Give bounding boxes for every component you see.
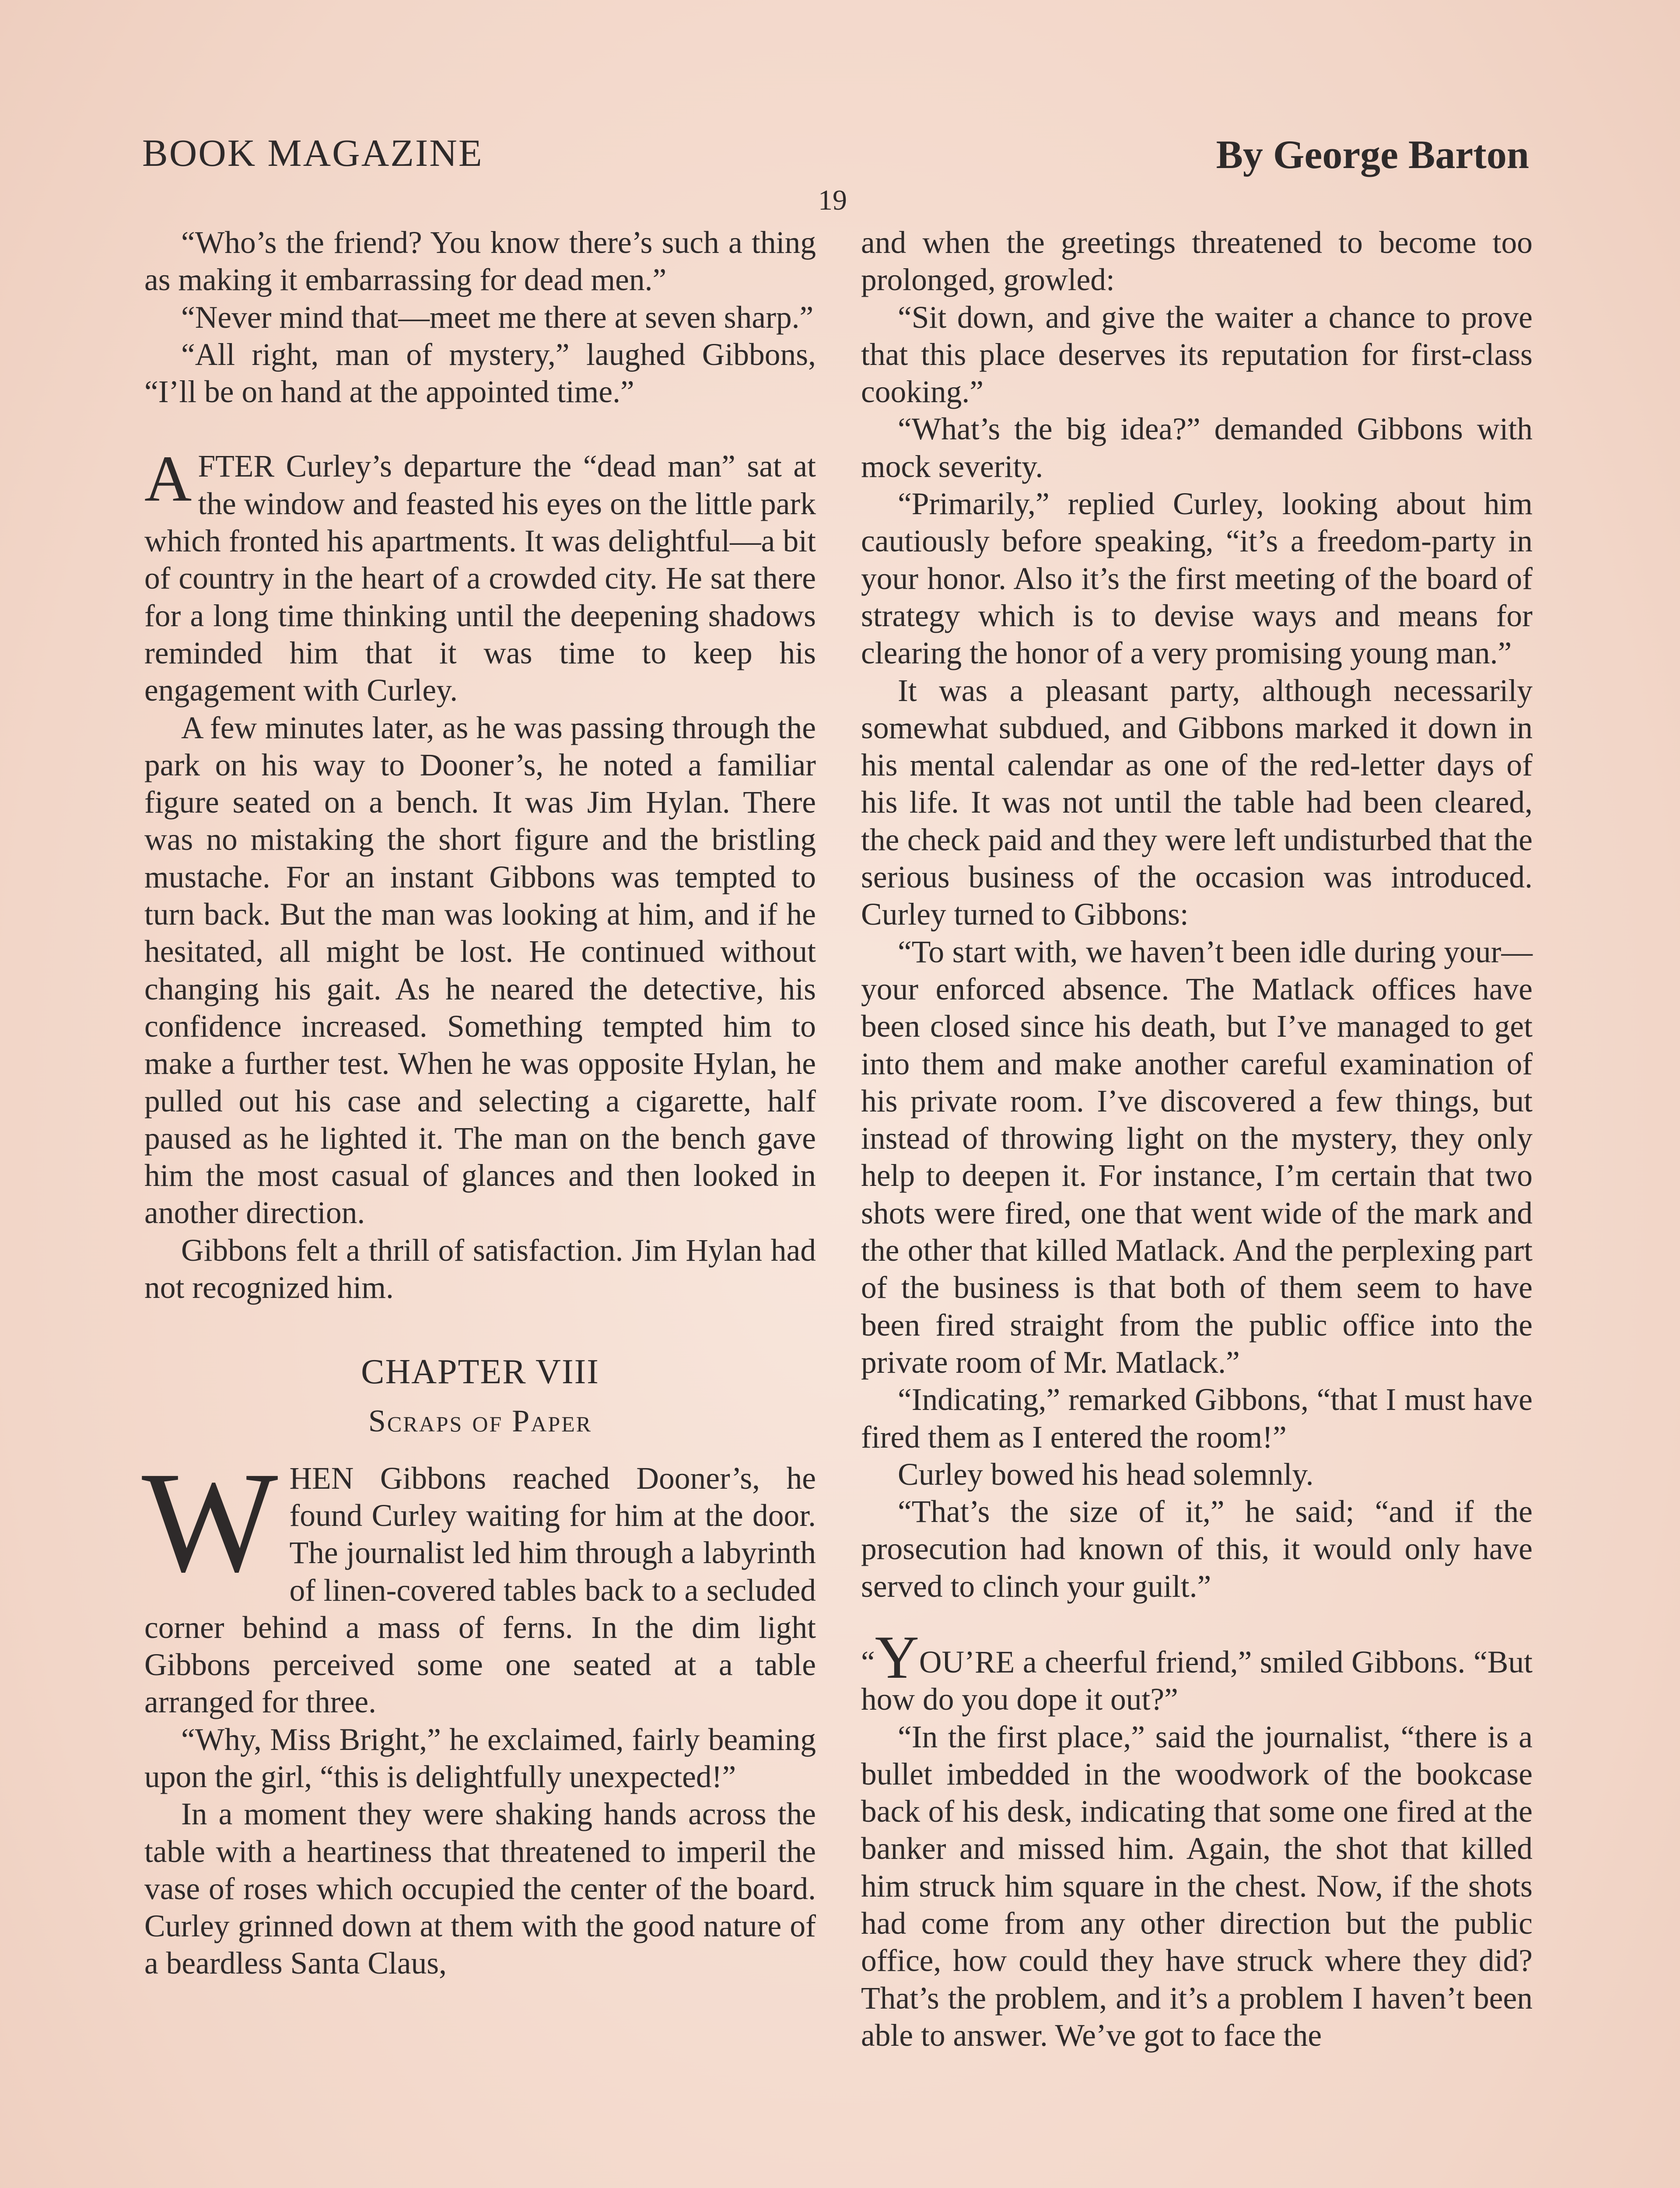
drop-cap: W [142,1442,278,1602]
paragraph: “Never mind that—meet me there at seven sharp.” [181,300,814,335]
paragraph: “To start with, we haven’t been idle during your—your enforced absence. The Matlack offices have been closed since his death, but I’ve managed to get into them and make another careful examination of his private room. I’ve discovered a few things, but instead of throwing light on the mystery, they only help to deepen it. For instance, I’m certain that two shots were fired, one that went wide of the mark and the other that killed Matlack. And the perplexing part of the business is that both of them seem to have been fired straight from the public office into the private room of Mr. Matlack.” [861,934,1533,1380]
right-column [861,224,1533,2054]
paragraph-text: a cheerful friend,” smiled Gibbons. “But how do you dope it out?” [861,1645,1533,1717]
paragraph: A few minutes later, as he was passing through the park on his way to Dooner’s, he noted a familiar figure seated on a bench. It was Jim Hylan. There was no mistaking the short figure and the bristling mustache. For an instant Gibbons was tempted to turn back. But the man was looking at him, and if he hesitated, all might be lost. He continued without changing his gait. As he neared the detective, his confidence increased. Something tempted him to make a further test. When he was opposite Hylan, he pulled out his case and selecting a cigarette, half paused as he lighted it. The man on the bench gave him the most casual of glances and then looked in another direction. [144,710,816,1231]
paragraph: “All right, man of mystery,” laughed Gibbons, “I’ll be on hand at the appointed time.” [144,337,816,410]
chapter-subtitle: Scraps of Paper [368,1403,592,1439]
paragraph: “Indicating,” remarked Gibbons, “that I must have fired them as I entered the room!” [861,1382,1533,1455]
page-number: 19 [818,184,847,216]
paragraph-text: Gibbons reached Dooner’s, he found Curley waiting for him at the door. The journalist led him through a labyrinth of linen-covered tables back to a secluded corner behind a mass of ferns. In the dim light Gibbons perceived some one seated at a table arranged for three. [144,1461,816,1720]
section-opening-paragraph [144,442,816,709]
paragraph: “Primarily,” replied Curley, looking about him cautiously before speaking, “it’s a freedom-party in your honor. Also it’s the first meeting of the board of strategy which is to devise ways and means for clearing the honor of a very promising young man.” [861,487,1533,671]
small-caps-lead: FTER [198,449,275,484]
magazine-title: BOOK MAGAZINE [142,132,483,175]
drop-cap: A [144,442,192,515]
paragraph: “What’s the big idea?” demanded Gibbons with mock severity. [861,412,1533,484]
author-byline: By George Barton [1216,132,1529,177]
paragraph-text: Curley’s departure the “dead man” sat at the window and feasted his eyes on the little park which fronted his apartments. It was delightful—a bit of country in the heart of a crowded city. He sat there for a long time thinking until the deepening shadows reminded him that it was time to keep his engagement with Curley. [144,449,816,708]
paragraph: “That’s the size of it,” he said; “and if the prosecution had known of this, it would only have served to clinch your guilt.” [861,1494,1533,1604]
left-column [144,224,816,1982]
chapter-opening-paragraph [142,1442,816,1721]
paragraph: “In the first place,” said the journalist, “there is a bullet imbedded in the woodwork of the bookcase back of his desk, indicating that some one fired at the banker and missed him. Again, the shot that killed him struck him square in the chest. Now, if the shots had come from any other direction but the public office, how could they have struck where they did? That’s the problem, and it’s a problem I haven’t been able to answer. We’ve got to face the [861,1719,1533,2053]
paragraph: Gibbons felt a thrill of satisfaction. Jim Hylan had not recognized him. [144,1233,816,1305]
paragraph: “Sit down, and give the waiter a chance to prove that this place deserves its reputation for first-class cooking.” [861,300,1533,410]
paragraph: “Why, Miss Bright,” he exclaimed, fairly beaming upon the girl, “this is delightfully unexpected!” [144,1722,816,1794]
paragraph: In a moment they were shaking hands across the table with a heartiness that threatened to imperil the vase of roses which occupied the center of the board. Curley grinned down at them with the good nature of a beardless Santa Claus, [144,1797,816,1981]
small-caps-lead: OU’RE [919,1645,1015,1680]
opening-quote: “ [861,1645,875,1680]
paragraph: Curley bowed his head solemnly. [898,1457,1314,1492]
small-caps-lead: HEN [289,1461,354,1496]
paragraph: and when the greetings threatened to become too prolonged, growled: [861,225,1533,298]
chapter-title: CHAPTER VIII [361,1353,599,1392]
drop-cap: Y [875,1623,919,1691]
section-opening-paragraph [861,1623,1533,1718]
paragraph: It was a pleasant party, although necessarily somewhat subdued, and Gibbons marked it down in his mental calendar as one of the red-letter days of his life. It was not until the table had been cleared, the check paid and they were left undisturbed that the serious business of the occasion was introduced. Curley turned to Gibbons: [861,673,1533,932]
paragraph: “Who’s the friend? You know there’s such a thing as making it embarrassing for dead men.” [144,225,816,298]
